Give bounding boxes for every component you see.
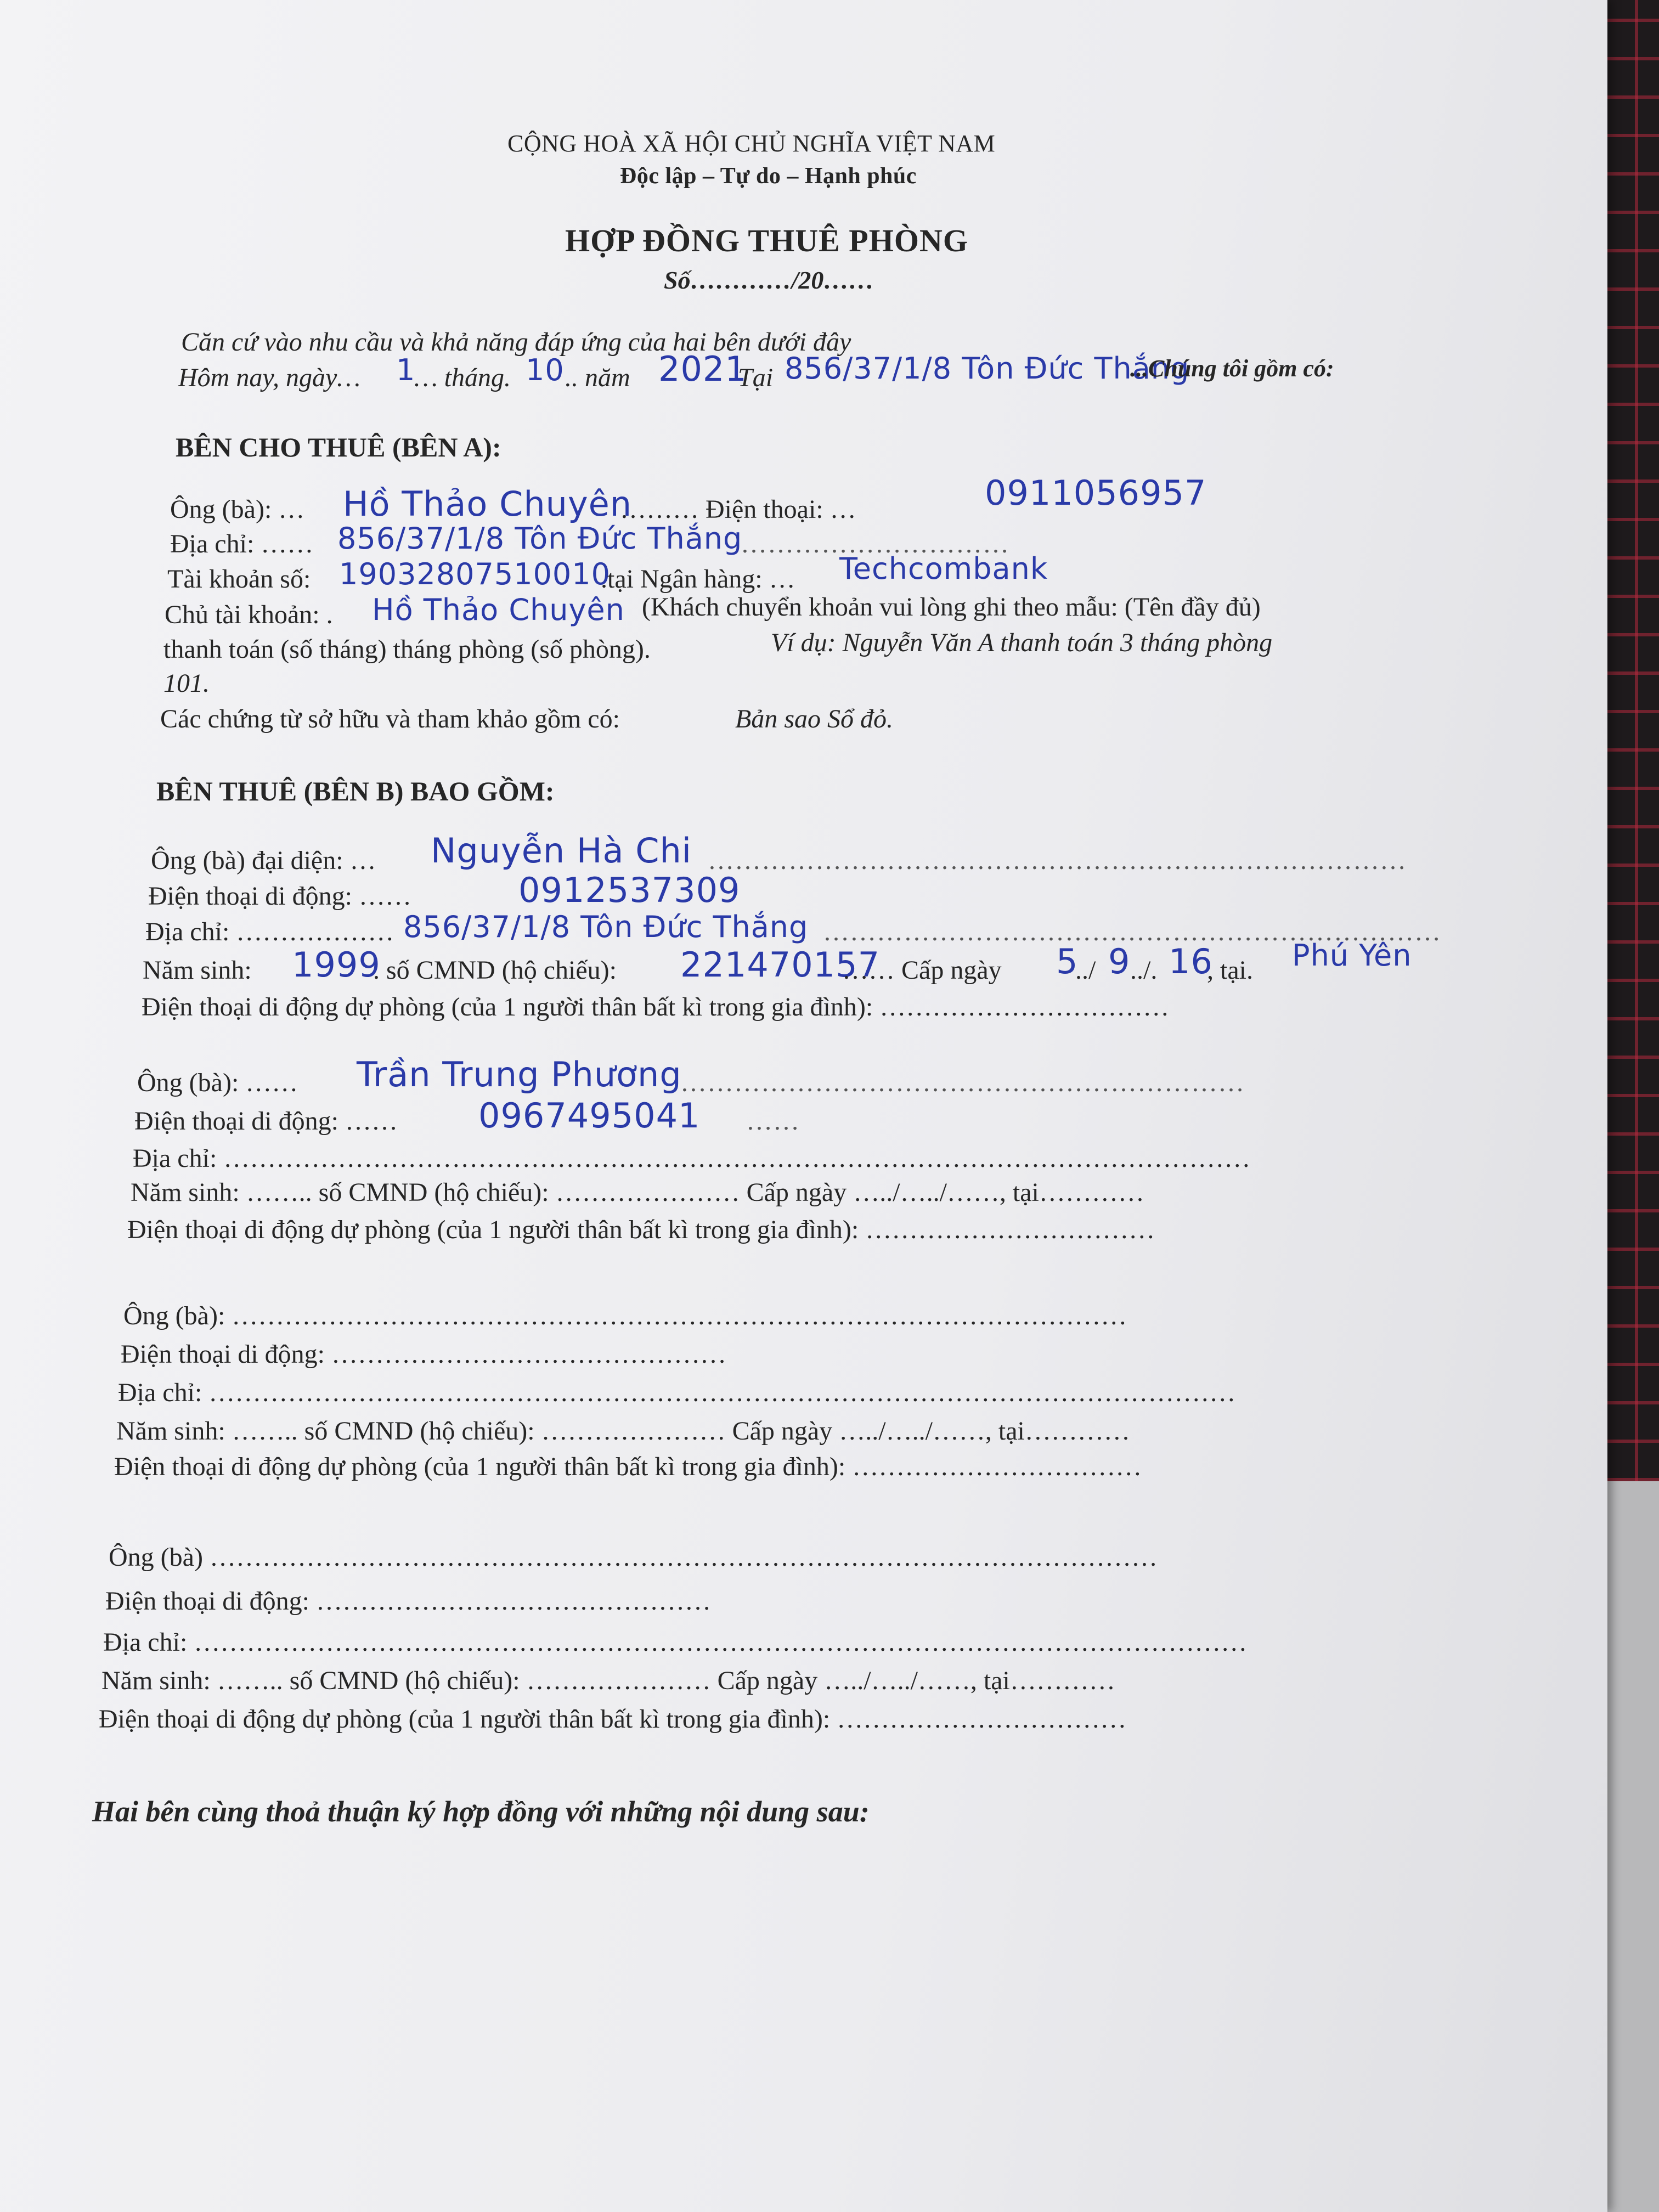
rep-id-label: . số CMND (hộ chiếu): xyxy=(373,956,617,985)
date-year-label: .. năm xyxy=(565,363,630,392)
holder-label: Chủ tài khoản: . xyxy=(165,600,333,629)
docs-value: Bản sao Sổ đỏ. xyxy=(735,704,893,733)
rep-place-label: , tại. xyxy=(1207,956,1253,985)
member4-birth-line: Năm sinh: …….. số CMND (hộ chiếu): ………………… Cấp ngày …../…../……, tại………… xyxy=(101,1666,1115,1695)
we-include-text: ...Chúng tôi gồm có: xyxy=(1130,355,1334,382)
party-a-address-dots: ………………………… xyxy=(741,529,1009,558)
member3-address-label: Địa chỉ: ……………………………………………………………………………………………………… xyxy=(118,1378,1236,1407)
rep-mobile-value: 0912537309 xyxy=(518,870,741,910)
docs-label: Các chứng từ sở hữu và tham khảo gồm có: xyxy=(160,704,620,733)
party-a-address-label: Địa chỉ: …… xyxy=(170,529,314,558)
party-b-heading: BÊN THUÊ (BÊN B) BAO GỒM: xyxy=(156,776,555,806)
holder-note: (Khách chuyển khoản vui lòng ghi theo mẫu: (Tên đầy đủ) xyxy=(642,592,1261,622)
member4-mobile-label: Điện thoại di động: ……………………………………… xyxy=(105,1587,711,1616)
party-a-heading: BÊN CHO THUÊ (BÊN A): xyxy=(176,432,501,462)
member2-mobile-dots: …… xyxy=(746,1107,800,1136)
member2-mobile-value: 0967495041 xyxy=(478,1096,701,1136)
member4-address-label: Địa chỉ: ………………………………………………………………………………………………………… xyxy=(103,1628,1248,1657)
country-header: CỘNG HOÀ XÃ HỘI CHỦ NGHĨA VIỆT NAM xyxy=(507,130,996,157)
page-title: HỢP ĐỒNG THUÊ PHÒNG xyxy=(565,223,968,258)
member2-address-label: Địa chỉ: ……………………………………………………………………………………………………… xyxy=(133,1144,1251,1173)
bank-value: Techcombank xyxy=(839,551,1048,586)
closing-statement: Hai bên cùng thoả thuận ký hợp đồng với những nội dung sau: xyxy=(92,1795,870,1828)
payment-note-room: 101. xyxy=(163,669,210,698)
account-value: 19032807510010 xyxy=(339,557,611,591)
member2-birth-line: Năm sinh: …….. số CMND (hộ chiếu): ………………… Cấp ngày …../…../……, tại………… xyxy=(131,1178,1144,1207)
member3-birth-line: Năm sinh: …….. số CMND (hộ chiếu): ………………… Cấp ngày …../…../……, tại………… xyxy=(116,1417,1130,1446)
member2-backup-phone-label: Điện thoại di động dự phòng (của 1 người thân bất kì trong gia đình): …………………………… xyxy=(127,1215,1155,1244)
date-day-value: 1 xyxy=(396,353,416,387)
rep-address-label: Địa chỉ: ……………… xyxy=(145,917,394,946)
rep-issue-sep-2: ../. xyxy=(1130,956,1158,985)
rep-name-dots: …………………………………………………………………… xyxy=(708,846,1407,875)
rep-birth-value: 1999 xyxy=(292,945,381,985)
member2-name-label: Ông (bà): …… xyxy=(137,1068,298,1097)
party-a-address-value: 856/37/1/8 Tôn Đức Thắng xyxy=(337,521,743,556)
rep-address-value: 856/37/1/8 Tôn Đức Thắng xyxy=(403,910,809,944)
party-a-phone-value: 0911056957 xyxy=(985,473,1207,513)
rep-mobile-label: Điện thoại di động: …… xyxy=(148,882,411,911)
member2-mobile-label: Điện thoại di động: …… xyxy=(134,1107,398,1136)
member3-mobile-label: Điện thoại di động: ……………………………………… xyxy=(121,1340,726,1369)
date-day-label: Hôm nay, ngày… xyxy=(178,363,360,392)
rep-issue-day: 5 xyxy=(1056,941,1079,981)
rep-issue-month: 9 xyxy=(1108,941,1131,981)
payment-note-example: Ví dụ: Nguyễn Văn A thanh toán 3 tháng phòng xyxy=(771,628,1273,657)
party-a-phone-label: ……… Điện thoại: … xyxy=(620,495,856,524)
member2-name-value: Trần Trung Phương xyxy=(357,1054,682,1094)
basis-text: Căn cứ vào nhu cầu và khả năng đáp ứng của hai bên dưới đây xyxy=(181,328,851,357)
contract-number: Số…………/20…… xyxy=(664,266,874,294)
place-label: Tại xyxy=(738,363,774,392)
rep-backup-phone-label: Điện thoại di động dự phòng (của 1 người thân bất kì trong gia đình): …………………………… xyxy=(142,992,1170,1022)
holder-value: Hồ Thảo Chuyên xyxy=(372,592,625,627)
rep-name-label: Ông (bà) đại diện: … xyxy=(151,846,376,875)
place-value: 856/37/1/8 Tôn Đức Thắng xyxy=(785,351,1190,386)
rep-address-dots: …………………………………………………………… xyxy=(823,917,1441,946)
member4-name-label: Ông (bà) ……………………………………………………………………………………………… xyxy=(109,1543,1158,1572)
party-a-name-label: Ông (bà): … xyxy=(170,495,305,524)
member3-name-label: Ông (bà): ………………………………………………………………………………………… xyxy=(123,1301,1127,1330)
bank-label: .tại Ngân hàng: … xyxy=(601,565,795,594)
member4-backup-phone-label: Điện thoại di động dự phòng (của 1 người thân bất kì trong gia đình): …………………………… xyxy=(99,1705,1127,1734)
account-label: Tài khoản số: xyxy=(167,565,311,594)
member2-name-dots: ……………………………………………………… xyxy=(680,1068,1245,1097)
rep-issue-label: …… Cấp ngày xyxy=(842,956,1002,985)
rep-birth-label: Năm sinh: xyxy=(143,956,252,985)
rep-issue-sep-1: ../ xyxy=(1075,956,1096,985)
motto: Độc lập – Tự do – Hạnh phúc xyxy=(620,163,917,189)
party-a-name-value: Hồ Thảo Chuyên xyxy=(343,484,633,524)
rep-name-value: Nguyễn Hà Chi xyxy=(431,831,692,871)
date-month-value: 10 xyxy=(526,353,565,387)
rep-id-value: 221470157 xyxy=(680,945,881,985)
member3-backup-phone-label: Điện thoại di động dự phòng (của 1 người thân bất kì trong gia đình): …………………………… xyxy=(114,1452,1142,1481)
rep-place-value: Phú Yên xyxy=(1292,938,1412,973)
rep-issue-year: 16 xyxy=(1169,941,1213,981)
date-month-label: … tháng. xyxy=(414,363,511,392)
date-year-value: 2021 xyxy=(658,349,747,389)
payment-note-text: thanh toán (số tháng) tháng phòng (số phòng). xyxy=(163,635,651,664)
